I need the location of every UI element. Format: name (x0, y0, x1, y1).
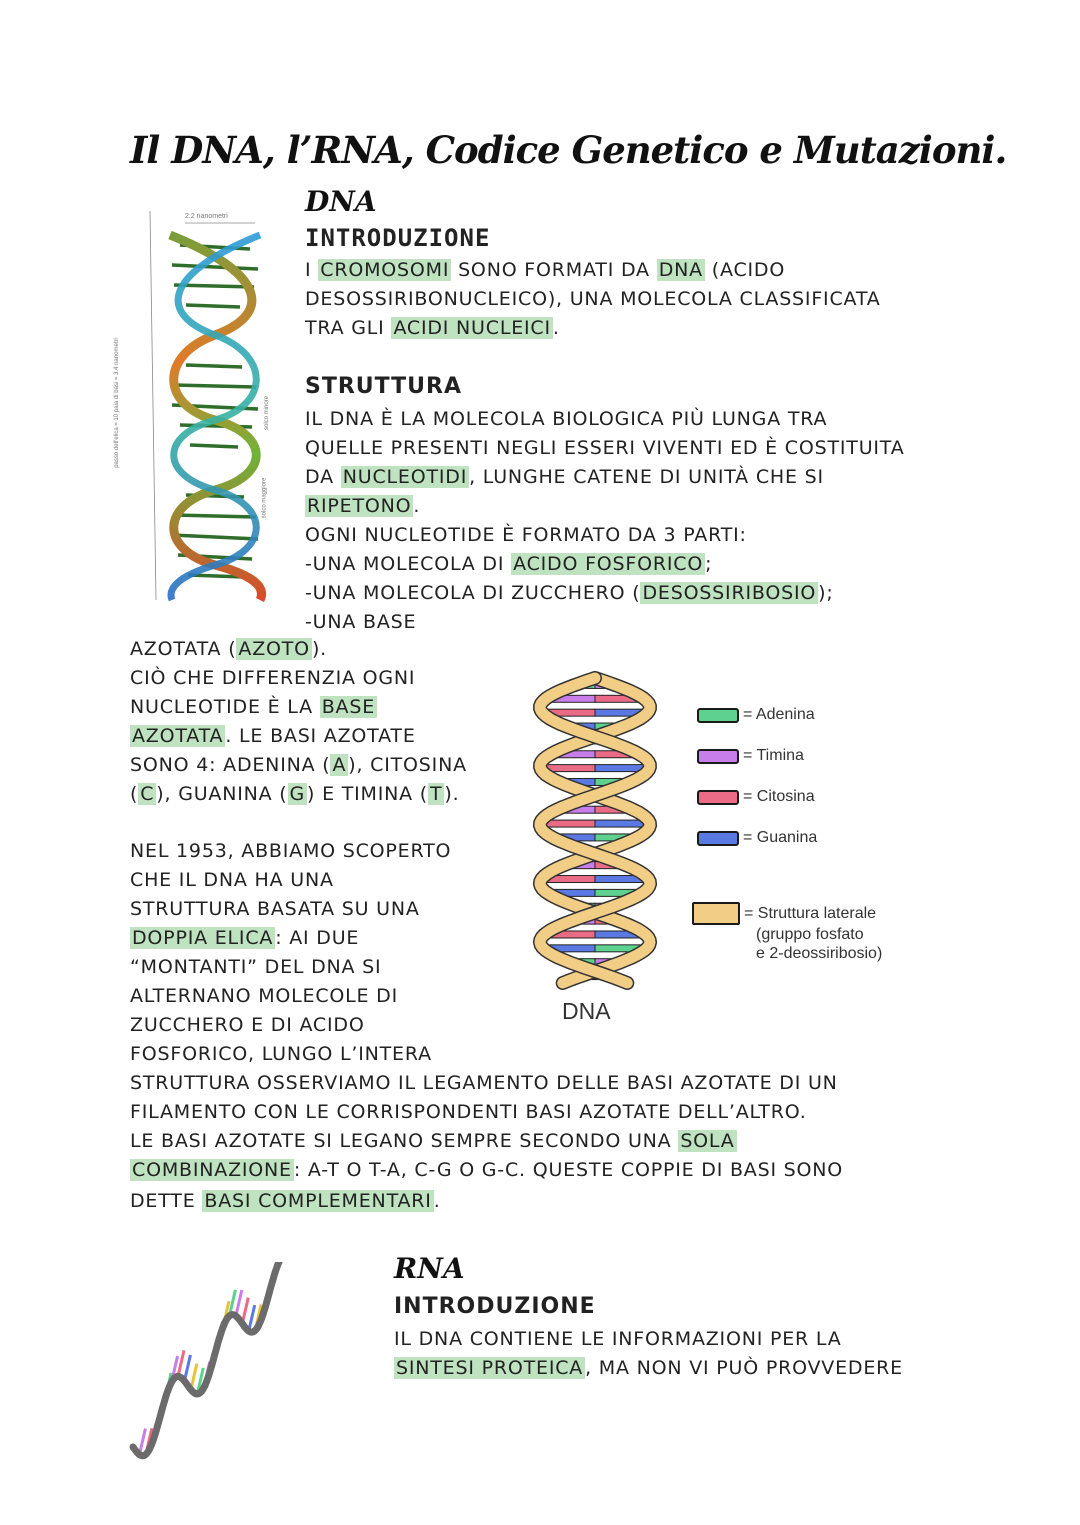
intro-paragraph: I CROMOSOMI SONO FORMATI DA DNA (ACIDO DESOSSIRIBONUCLEICO), UNA MOLECOLA CLASSIFICATA TRA GLI ACIDI NUCLEICI . (305, 259, 881, 339)
bases-paragraph: AZOTATA ( AZOTO ). CIÒ CHE DIFFERENZIA OGNI NUCLEOTIDE È LA BASE AZOTATA . LE BASI AZOTATE SONO 4: ADENINA ( A ), CITOSINA ( C ), GUANINA ( G ) E TIMINA ( T ). (130, 638, 467, 805)
dna-diagram-caption: DNA (562, 998, 611, 1024)
highlight-a: A (332, 754, 347, 776)
rna-heading: RNA (394, 1252, 465, 1285)
image-label-major-groove: solco maggiore (261, 477, 268, 519)
rna-backbone (133, 1262, 283, 1456)
highlight-g: G (289, 783, 306, 805)
highlight-nucleotidi: NUCLEOTIDI (342, 466, 468, 488)
legend-guanina: = Guanina (697, 829, 817, 847)
image-label-pitch: passo dell'elica = 10 paia di basi = 3.4 nanometri (113, 338, 120, 468)
highlight-sola: SOLA (680, 1130, 735, 1152)
legend-adenina: = Adenina (697, 706, 817, 724)
image-label-minor-groove: solco minore (264, 395, 271, 431)
rna-base (178, 1350, 184, 1376)
dna-molecular-model-image (113, 205, 290, 605)
highlight-desossiribosio: DESOSSIRIBOSIO (642, 582, 817, 604)
swatch-struttura-laterale (692, 902, 740, 925)
structure-paragraph: IL DNA È LA MOLECOLA BIOLOGICA PIÙ LUNGA TRA QUELLE PRESENTI NEGLI ESSERI VIVENTI ED È COSTITUITA DA NUCLEOTIDI , LUNGHE CATENE DI UNITÀ CHE SI RIPETONO . OGNI NUCLEOTIDE È FORMATO DA 3 PARTI: -UNA MOLECOLA DI ACIDO FOSFORICO ; -UNA MOLECOLA DI ZUCCHERO ( DESOSSIRIBOSIO ); -UNA BASE (305, 408, 905, 633)
highlight-azotata: AZOTATA (132, 725, 224, 747)
rna-base (236, 1290, 242, 1316)
highlight-sintesi-proteica: SINTESI PROTEICA (396, 1357, 584, 1379)
highlight-acido-fosforico: ACIDO FOSFORICO (513, 553, 704, 575)
highlight-doppia-elica: DOPPIA ELICA (132, 927, 274, 949)
rna-intro-heading: INTRODUZIONE (394, 1294, 596, 1319)
intro-heading: INTRODUZIONE (305, 224, 491, 252)
highlight-c: C (140, 783, 155, 805)
image-label-width: 2.2 nanometri (185, 213, 228, 220)
dna-heading: DNA (305, 185, 377, 218)
legend-citosina: = Citosina (697, 788, 817, 806)
highlight-acidi-nucleici: ACIDI NUCLEICI (393, 317, 551, 339)
rna-intro-paragraph: IL DNA CONTIENE LE INFORMAZIONI PER LA SINTESI PROTEICA , MA NON VI PUÒ PROVVEDERE (394, 1328, 903, 1379)
swatch-timina (697, 749, 739, 764)
page-title: Il DNA, l’RNA, Codice Genetico e Mutazioni. (130, 128, 1007, 172)
highlight-azoto: AZOTO (238, 638, 310, 660)
dna-legend (697, 706, 817, 847)
swatch-citosina (697, 790, 739, 805)
highlight-ripetono: RIPETONO (307, 495, 412, 517)
structure-heading: STRUTTURA (305, 374, 463, 399)
highlight-base: BASE (321, 696, 376, 718)
highlight-basi-complementari: BASI COMPLEMENTARI (204, 1190, 432, 1212)
swatch-guanina (697, 831, 739, 846)
legend-struttura-laterale: = Struttura laterale (gruppo fosfato e 2-deossiribosio) (692, 902, 882, 963)
rna-strand-image (118, 1262, 303, 1472)
highlight-combinazione: COMBINAZIONE (132, 1159, 292, 1181)
highlight-t: T (430, 783, 443, 805)
legend-timina: = Timina (697, 747, 817, 765)
helix-paragraph: NEL 1953, ABBIAMO SCOPERTO CHE IL DNA HA UNA STRUTTURA BASATA SU UNA DOPPIA ELICA : AI DUE “MONTANTI” DEL DNA SI ALTERNANO MOLECOLE DI ZUCCHERO E DI ACIDO FOSFORICO, LUNGO L’INTERA STRUTTURA OSSERVIAMO IL LEGAMENTO DELLE BASI AZOTATE DI UN FILAMENTO CON LE CORRISPONDENTI BASI AZOTATE DELL’ALTRO. LE BASI AZOTATE SI LEGANO SEMPRE SECONDO UNA SOLA COMBINAZIONE : A-T O T-A, C-G O G-C. QUESTE COPPIE DI BASI SONO DETTE BASI COMPLEMENTARI . (130, 840, 844, 1212)
swatch-adenina (697, 708, 739, 723)
dna-diagram (520, 668, 670, 998)
highlight-dna: DNA (658, 259, 703, 281)
highlight-cromosomi: CROMOSOMI (320, 259, 450, 281)
